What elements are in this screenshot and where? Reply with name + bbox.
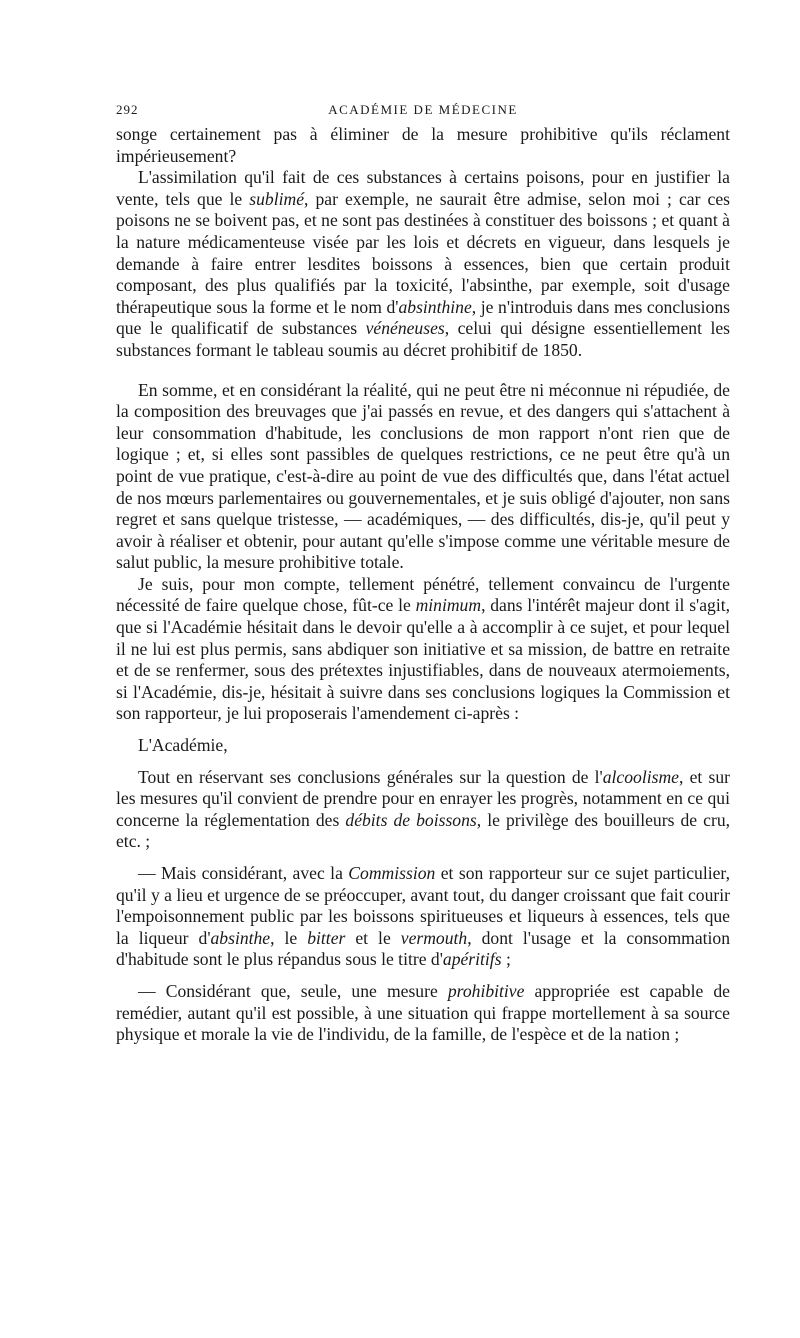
text-run: — Considérant que, seule, une mesure (138, 980, 448, 1001)
text-run: — Mais considérant, avec la (138, 863, 349, 883)
paragraph-p8 (116, 981, 730, 1046)
text-run: appropriée est capable de remédier, autant qu'il est possible, à une situation qui frappe mortellement à sa source physique et morale la vie de l'individu, de la famille, de l'espèce et de la nation ; (116, 980, 730, 1045)
text-run: , et sur les mesures qu'il convient de prendre pour en enrayer les progrès, notamment en ce qui concerne la réglementation des (116, 766, 730, 830)
italic-term: absinthe (210, 927, 271, 948)
italic-term: sublimé (249, 188, 305, 209)
text-run: , le privilège des bouilleurs de cru, etc. ; (116, 809, 731, 852)
text-run: L'Académie, (138, 735, 228, 756)
italic-term: débits de boissons (345, 809, 477, 830)
running-title: ACADÉMIE DE MÉDECINE (328, 102, 518, 117)
italic-term: prohibitive (447, 980, 525, 1001)
text-run: songe certainement pas à éliminer de la mesure prohibitive qu'ils réclament impérieusement? (116, 124, 730, 166)
italic-term: vénéneuses (365, 318, 445, 339)
italic-term: Commission (348, 863, 436, 883)
text-run: , le (270, 927, 308, 948)
text-run: , dans l'intérêt majeur dont il s'agit, que si l'Académie hésitait dans le devoir qu'elle a à accomplir à ce sujet, et pour lequel il ne lui est plus permis, sans abdiquer son initiative et sa mission, de battre en retraite et de se renfermer, sous des prétextes injustifiables, dans de nouveaux atermoiements, si l'Académie, dis-je, hésitait à suivre dans ses conclusions logiques la Commission et son rapporteur, je lui proposerais l'amendement ci-après : (116, 595, 730, 724)
italic-term: alcoolisme (602, 766, 679, 787)
italic-term: bitter (307, 927, 346, 948)
text-run: , par exemple, ne saurait être admise, selon moi ; car ces poisons ne se boivent pas, et ne sont pas destinées à constituer des boissons ; et quant à la nature médicamenteuse visée par les lois et décrets en vigueur, dans lesquels je demande à faire entrer lesdites boissons à essences, bien que certain produit composant, des plus qualifiés par la toxicité, l'absinthe, par exemple, soit d'usage thérapeutique sous la forme et le nom d' (116, 188, 730, 317)
paragraph-p5 (116, 735, 730, 757)
italic-term: minimum (415, 595, 482, 616)
page-number: 292 (116, 102, 139, 117)
text-run: , je n'introduis dans mes conclusions que le qualificatif de substances (116, 296, 730, 339)
text-run: , celui qui désigne essentiellement les substances formant le tableau soumis au décret prohibitif de 1850. (116, 318, 731, 360)
text-run: et le (345, 927, 401, 948)
text-run: En somme, et en considérant la réalité, qui ne peut être ni méconnue ni répudiée, de la composition des breuvages que j'ai passés en revue, et des dangers qui s'attachent à leur consommation d'habitude, les conclusions de mon rapport n'ont rien que de logique ; et, si elles sont passibles de quelques restrictions, ce ne peut être qu'à un point de vue pratique, c'est-à-dire au point de vue des difficultés que, dans l'état actuel de nos mœurs parlementaires ou gouvernementales, et je suis obligé d'ajouter, non sans regret et sans quelque tristesse, — académiques, — des difficultés, dis-je, qu'il peut y avoir à réaliser et obtenir, pour autant qu'elle s'impose comme une véritable mesure de salut public, la mesure prohibitive totale. (116, 379, 730, 573)
text-run: Tout en réservant ses conclusions générales sur la question de l' (138, 766, 603, 787)
paragraph-p7 (116, 863, 730, 971)
italic-term: vermouth (400, 927, 468, 948)
paragraph-p1 (116, 124, 730, 167)
page (116, 98, 730, 1046)
text-run: Je suis, pour mon compte, tellement pénétré, tellement convaincu de l'urgente nécessité de faire quelque chose, fût-ce le (116, 573, 730, 616)
body-text (116, 124, 730, 1046)
paragraph-p6 (116, 767, 730, 853)
text-run: et son rapporteur sur ce sujet particulier, qu'il y a lieu et urgence de se préoccuper, avant tout, du danger croissant que fait courir l'empoisonnement public par les boissons spiritueuses et liqueurs à essences, tels que la liqueur d' (116, 863, 730, 948)
italic-term: absinthine (398, 296, 472, 317)
text-run: L'assimilation qu'il fait de ces substances à certains poisons, pour en justifier la vente, tels que le (116, 167, 730, 209)
running-header (116, 98, 730, 124)
text-run: ; (501, 949, 511, 970)
paragraph-p2 (116, 167, 730, 361)
paragraph-p4 (116, 574, 730, 725)
text-run: , dont l'usage et la consommation d'habitude sont le plus répandus sous le titre d' (116, 927, 731, 970)
italic-term: apéritifs (442, 949, 502, 970)
paragraph-p3 (116, 380, 730, 574)
